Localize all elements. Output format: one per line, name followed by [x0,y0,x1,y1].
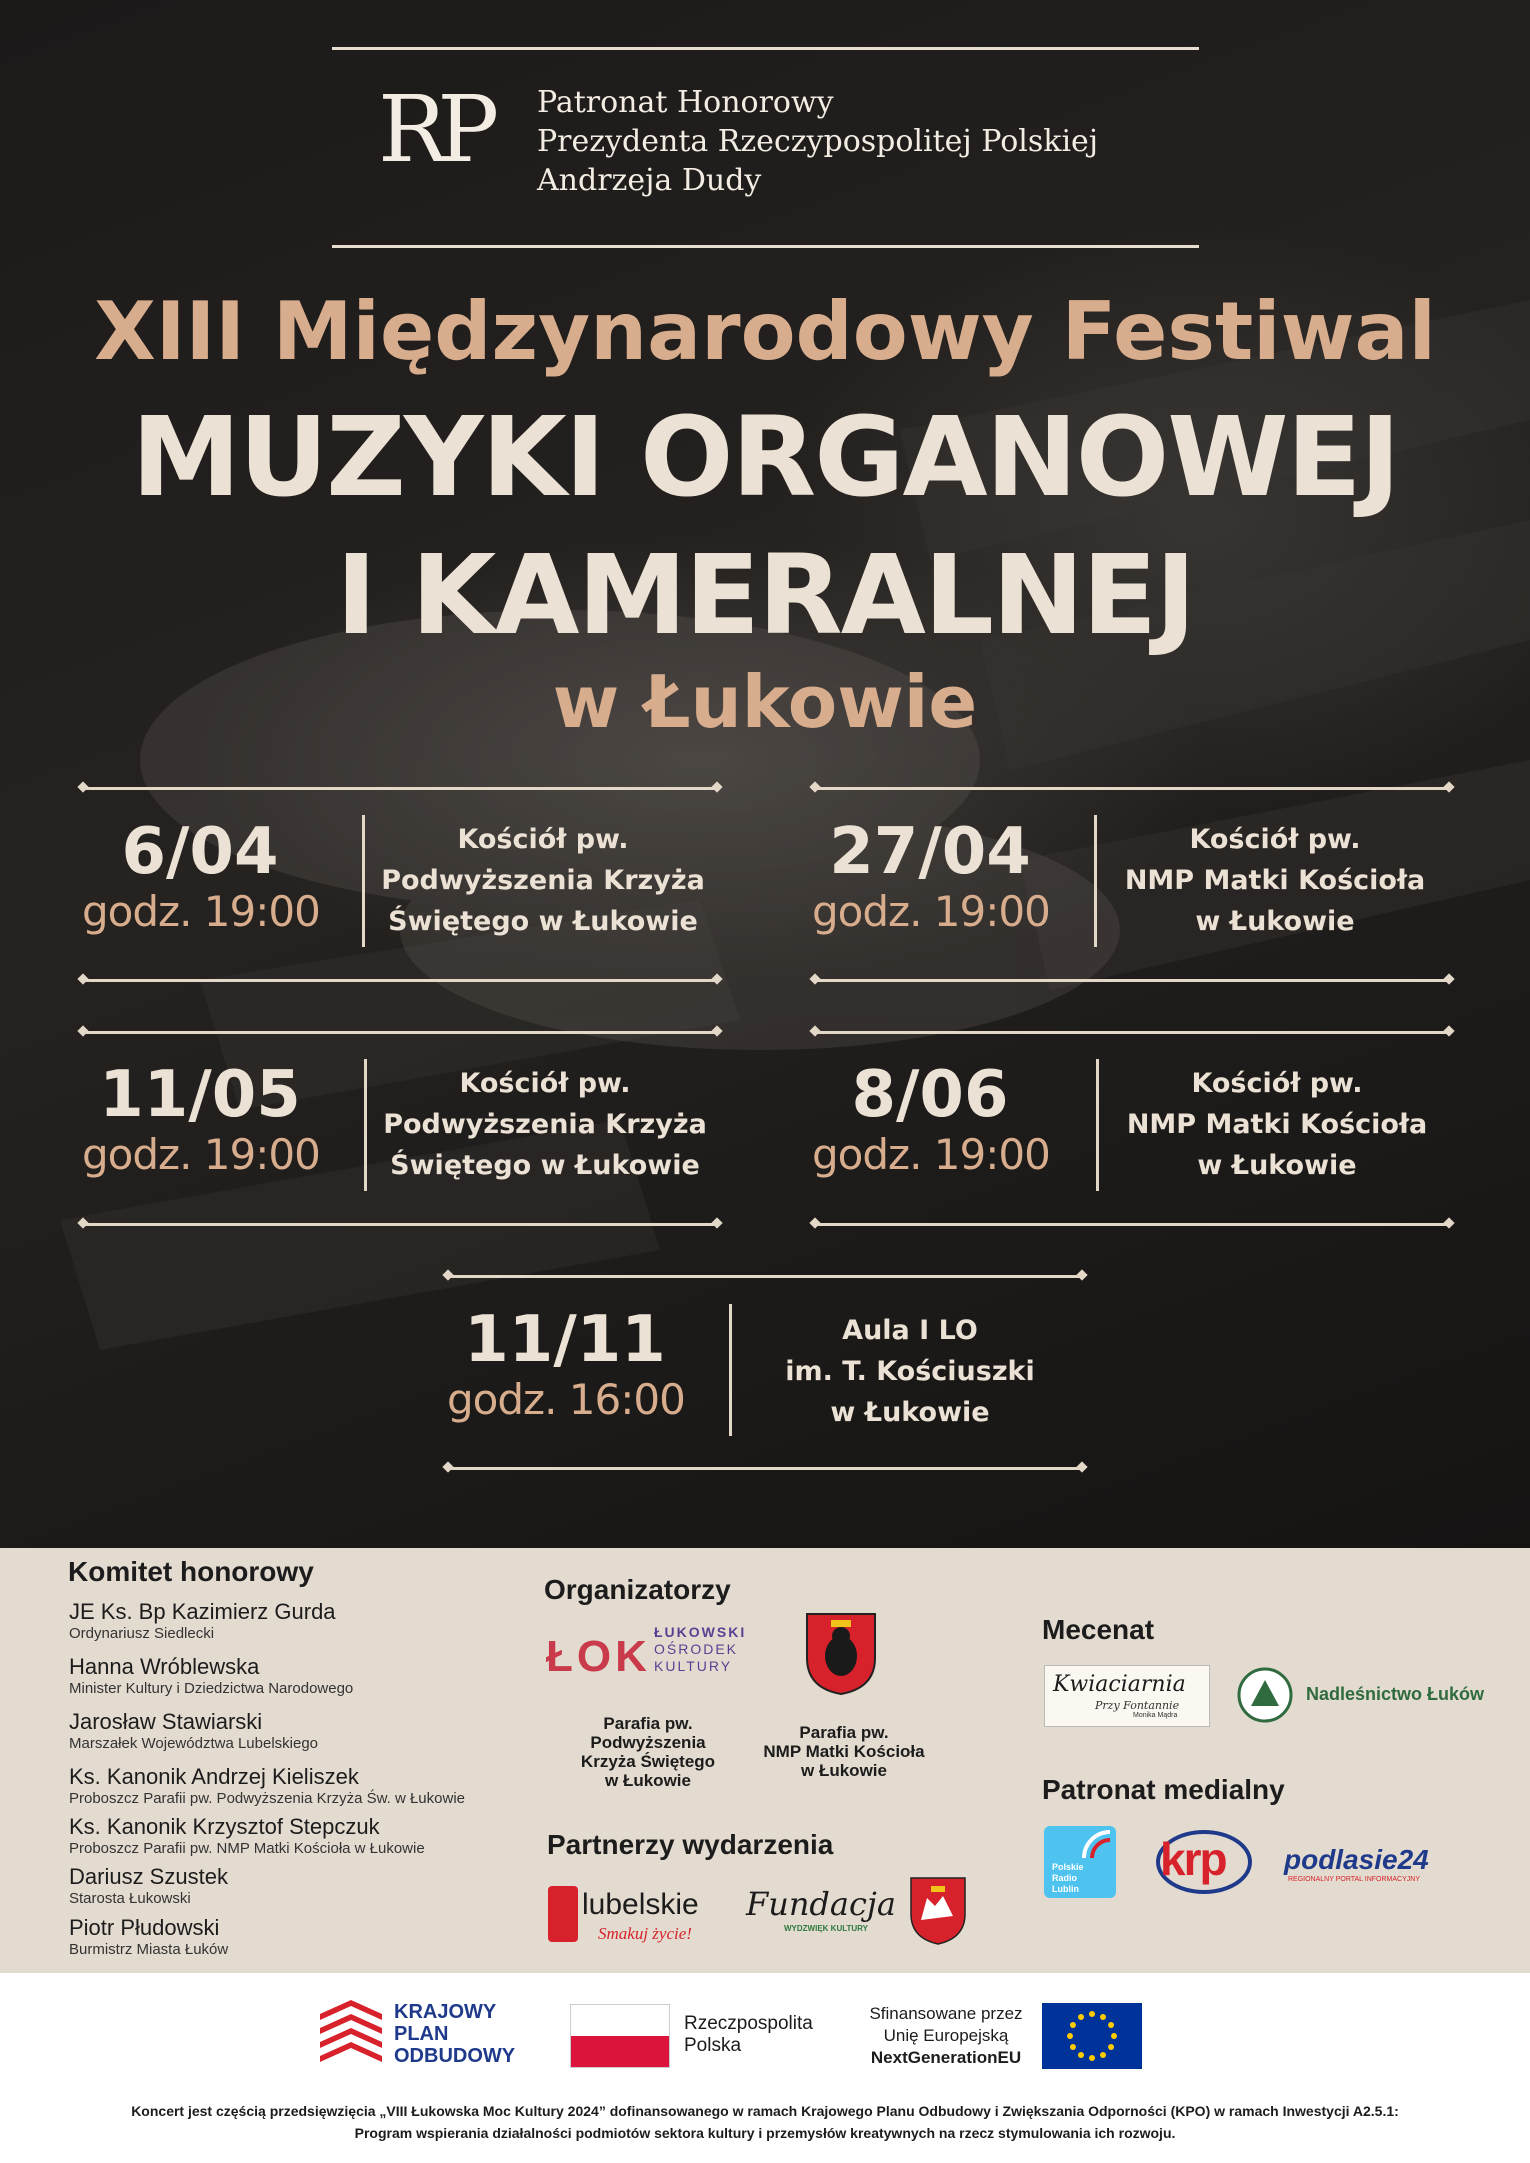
eu-star-icon [1078,2014,1084,2020]
committee-member-name: Hanna Wróblewska [69,1654,260,1679]
patronage-line-3: Andrzeja Dudy [537,163,762,198]
lubelskie-coat-of-arms-icon [909,1876,967,1946]
eu-star-icon [1067,2033,1073,2039]
event-rule-bottom [816,979,1448,982]
event-rule-top [816,1031,1448,1034]
event-date: 8/06 [851,1058,1009,1132]
event-date: 27/04 [829,815,1031,889]
committee-member-name: Ks. Kanonik Andrzej Kieliszek [69,1764,359,1789]
event-rule-top [84,787,716,790]
committee-member-role: Proboszcz Parafii pw. Podwyższenia Krzyża Św. w Łukowie [69,1790,465,1807]
event-venue-line: Kościół pw. [1189,824,1361,855]
event-rule-top [84,1031,716,1034]
lok-logo: ŁOK [546,1632,651,1681]
event-rule-top [816,787,1448,790]
funding-note-line-1: Koncert jest częścią przedsięwzięcia „VIII Łukowska Moc Kultury 2024” dofinansowanego w ramach Krajowego Planu Odbudowy i Zwiększania Odporności (KPO) w ramach Inwestycji A2.5.1: [131,2103,1399,2119]
festival-title-line-4: w Łukowie [552,660,978,744]
florist-logo [1044,1665,1210,1727]
kpo-logo-icon [320,2000,382,2068]
event-rule-top [449,1275,1081,1278]
event-date: 11/05 [99,1058,301,1132]
lok-name: ŁUKOWSKI OŚRODEK KULTURY [654,1624,747,1674]
top-divider [332,47,1199,50]
event-separator [1094,815,1097,947]
event-rule-bottom [84,1223,716,1226]
event-venue-line: NMP Matki Kościoła [1124,865,1426,896]
media-heading: Patronat medialny [1042,1774,1285,1805]
event-rule-bottom [449,1467,1081,1470]
krp-logo: krp [1160,1833,1226,1885]
eu-star-icon [1089,2055,1095,2061]
header-divider [332,245,1199,248]
committee-member-name: JE Ks. Bp Kazimierz Gurda [69,1599,336,1624]
radio-waves-icon [1080,1828,1114,1862]
event-time: godz. 19:00 [812,887,1050,936]
event-time: godz. 19:00 [82,887,320,936]
eu-star-icon [1089,2011,1095,2017]
eu-star-icon [1100,2052,1106,2058]
radio-lublin-logo [1044,1826,1116,1898]
rp-logo: RP [378,76,490,183]
festival-title-line-2: MUZYKI ORGANOWEJ [131,393,1399,521]
eu-flag-icon [1042,2003,1142,2069]
event-separator [364,1059,367,1191]
event-date: 6/04 [121,815,279,889]
committee-member-name: Dariusz Szustek [69,1864,228,1889]
eu-star-icon [1108,2044,1114,2050]
eu-star-icon [1070,2044,1076,2050]
event-venue-line: Aula I LO [842,1315,978,1346]
forestry-logo-icon [1236,1666,1294,1724]
event-venue-line: Kościół pw. [457,824,629,855]
eu-star-icon [1070,2022,1076,2028]
poland-flag-icon [570,2004,670,2068]
event-venue-line: NMP Matki Kościoła [1126,1109,1428,1140]
committee-member-name: Ks. Kanonik Krzysztof Stepczuk [69,1814,380,1839]
event-venue-line: w Łukowie [1195,906,1355,937]
sponsors-heading: Mecenat [1042,1614,1155,1645]
parish-1-name: Parafia pw. Podwyższenia Krzyża Świętego w Łukowie [580,1714,716,1790]
podlasie24-subtitle: REGIONALNY PORTAL INFORMACYJNY [1288,1876,1420,1883]
event-time: godz. 19:00 [82,1130,320,1179]
lukow-coat-of-arms-icon [805,1612,877,1696]
committee-heading: Komitet honorowy [68,1556,314,1587]
florist-owner: Monika Mądra [1133,1712,1178,1719]
rp-name: Rzeczpospolita Polska [684,2013,813,2056]
festival-title-line-1: XIII Międzynarodowy Festiwal [94,285,1436,378]
patronage-line-1: Patronat Honorowy [537,85,834,120]
lubelskie-logo: lubelskie [582,1888,699,1921]
event-rule-bottom [84,979,716,982]
committee-member-role: Ordynariusz Siedlecki [69,1625,215,1642]
florist-subtitle: Przy Fontannie [1095,1699,1180,1712]
florist-name: Kwiaciarnia [1053,1672,1186,1697]
fundacja-logo: Fundacja [746,1885,896,1923]
eu-funding-text: Sfinansowane przez Unię Europejską NextGenerationEU [869,2004,1023,2067]
organizers-heading: Organizatorzy [544,1574,731,1605]
festival-title-line-3: I KAMERALNEJ [335,531,1195,659]
committee-member-role: Marszałek Województwa Lubelskiego [69,1735,319,1752]
event-venue-line: Świętego w Łukowie [388,906,698,937]
radio-name: Polskie Radio Lublin [1052,1862,1084,1894]
committee-member-name: Piotr Płudowski [69,1915,220,1940]
podlasie24-logo: podlasie24 [1284,1844,1429,1875]
partners-heading: Partnerzy wydarzenia [547,1829,834,1860]
committee-member-role: Burmistrz Miasta Łuków [69,1941,229,1958]
event-venue-line: w Łukowie [1197,1150,1357,1181]
event-venue-line: Kościół pw. [459,1068,631,1099]
kpo-name: KRAJOWY PLAN ODBUDOWY [394,2001,516,2067]
fundacja-subtitle: WYDZWIĘK KULTURY [784,1924,868,1933]
event-venue-line: Świętego w Łukowie [390,1150,700,1181]
forestry-name: Nadleśnictwo Łuków [1306,1684,1485,1704]
eu-star-icon [1078,2052,1084,2058]
lubelskie-l-icon [548,1886,578,1942]
event-venue-line: im. T. Kościuszki [785,1356,1035,1387]
event-rule-bottom [816,1223,1448,1226]
event-separator [362,815,365,947]
event-venue-line: Kościół pw. [1191,1068,1363,1099]
parish-2-name: Parafia pw. NMP Matki Kościoła w Łukowie [763,1723,925,1780]
committee-member-role: Minister Kultury i Dziedzictwa Narodowego [69,1680,354,1697]
funding-footer [0,1973,1530,2163]
committee-member-role: Starosta Łukowski [69,1890,191,1907]
event-separator [729,1304,732,1436]
event-venue-line: Podwyższenia Krzyża [381,865,705,896]
event-venue-line: Podwyższenia Krzyża [383,1109,707,1140]
funding-note-line-2: Program wspierania działalności podmiotów sektora kultury i przemysłów kreatywnych na rzecz stymulowania ich rozwoju. [354,2125,1176,2141]
eu-star-icon [1100,2014,1106,2020]
eu-star-icon [1108,2022,1114,2028]
event-time: godz. 19:00 [812,1130,1050,1179]
event-venue-line: w Łukowie [830,1397,990,1428]
info-panel [0,1548,1530,1973]
event-date: 11/11 [464,1303,666,1377]
event-time: godz. 16:00 [447,1375,685,1424]
event-separator [1096,1059,1099,1191]
patronage-line-2: Prezydenta Rzeczypospolitej Polskiej [537,124,1099,159]
lubelskie-tagline: Smakuj życie! [598,1924,692,1943]
committee-member-name: Jarosław Stawiarski [69,1709,263,1734]
eu-star-icon [1111,2033,1117,2039]
committee-member-role: Proboszcz Parafii pw. NMP Matki Kościoła w Łukowie [69,1840,425,1857]
